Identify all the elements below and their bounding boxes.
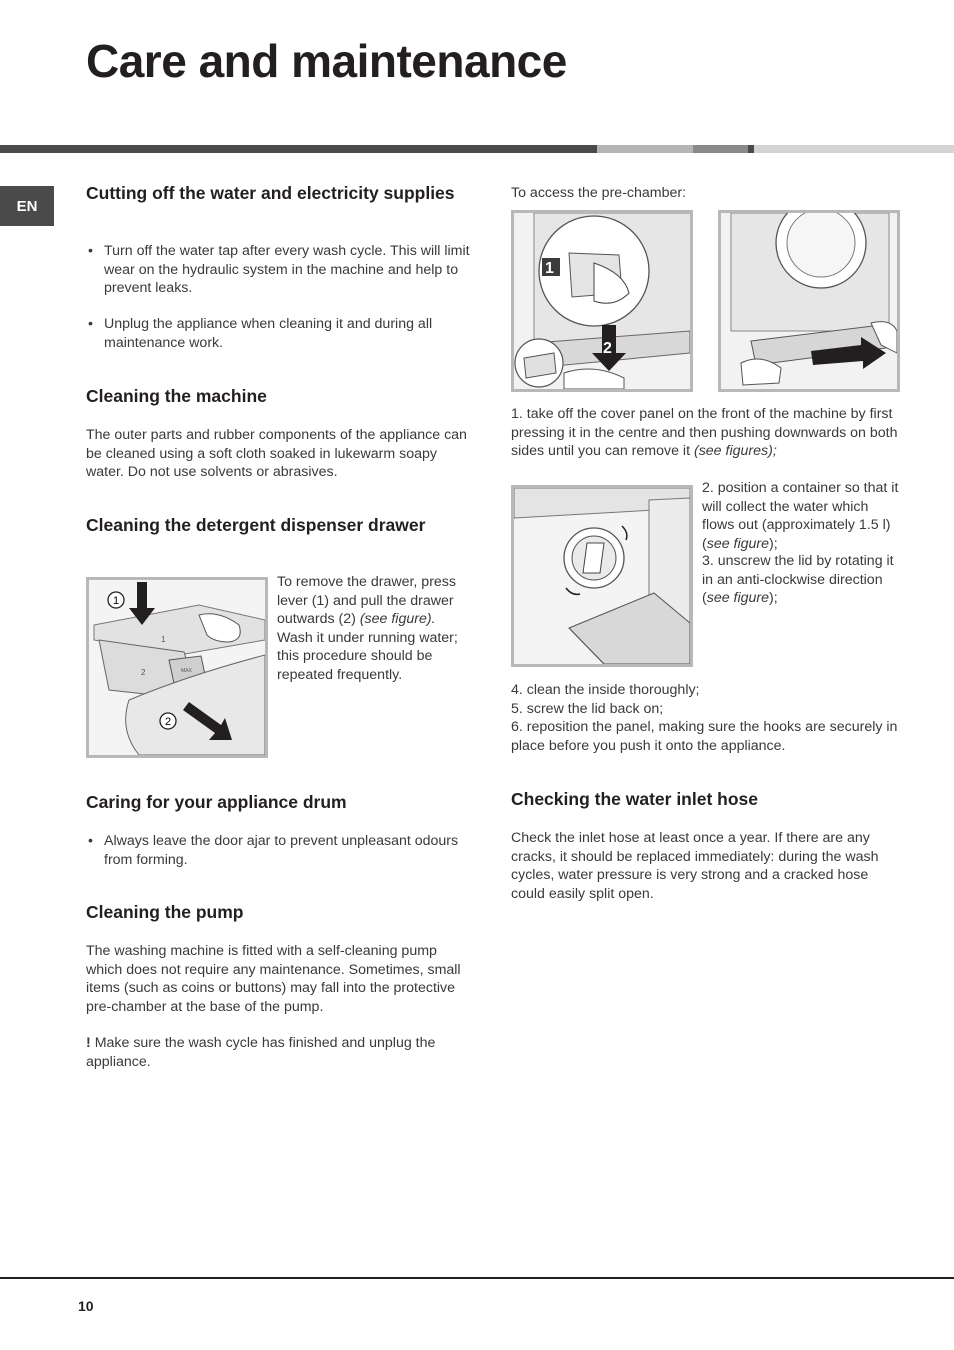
step-4: 4. clean the inside thoroughly; [511, 682, 700, 698]
cover-figure-step-1: 1 [545, 260, 554, 277]
bullet-door-ajar: • Always leave the door ajar to prevent unpleasant odours from forming. [86, 832, 476, 869]
cleaning-machine-text: The outer parts and rubber components of the appliance can be cleaned using a soft cloth soaked in lukewarm soapy water. Do not use solvents or abrasives. [86, 427, 467, 480]
step-2 [702, 479, 900, 553]
step-2-see-figure: see figure [706, 535, 770, 552]
page-number: 10 [78, 1298, 94, 1314]
step-6: 6. reposition the panel, making sure the hooks are securely in place before you push it onto the appliance. [511, 719, 898, 754]
dispenser-text-wash: Wash it under running water; this procedure should be repeated frequently. [277, 629, 458, 683]
drawer-compartment-1: 1 [161, 635, 166, 644]
step-3 [702, 552, 900, 608]
header-bar-light [754, 145, 954, 153]
step-3-end: ); [769, 590, 778, 606]
dispenser-drawer-figure [86, 577, 268, 758]
header-bar-mid2 [693, 145, 748, 153]
bullet-water-tap: • Turn off the water tap after every wash cycle. This will limit wear on the hydraulic system in the machine and help to prevent leaks. [86, 242, 474, 298]
cover-figure-step-2: 2 [603, 340, 612, 357]
inlet-hose-text: Check the inlet hose at least once a year. If there are any cracks, it should be replaced immediately: during the wash cycles, water pressure is very strong and a cracked hose could easily split open. [511, 830, 879, 902]
pump-warning-text: Make sure the wash cycle has finished and unplug the appliance. [86, 1035, 436, 1070]
cover-panel-figure-1 [511, 210, 693, 392]
header-bar-mid [597, 145, 693, 153]
dispenser-text-main: To remove the drawer, press lever (1) and pull the drawer outwards (2) [277, 574, 456, 627]
drawer-figure-callout-1: 1 [112, 595, 120, 607]
step-1-text: 1. take off the cover panel on the front of the machine by first pressing it in the centre and then pushing downwards on both sides until you can remove it [511, 406, 898, 459]
warning-mark: ! [86, 1035, 91, 1051]
step-1 [511, 405, 901, 461]
header-bar-dark [0, 145, 597, 153]
step-2-end: ); [769, 535, 778, 552]
section-heading-pump: Cleaning the pump [86, 902, 244, 922]
footer-rule [0, 1277, 954, 1279]
pump-warning [86, 1034, 461, 1071]
page-title: Care and maintenance [86, 35, 567, 87]
dispenser-text [277, 573, 469, 684]
drawer-compartment-2: 2 [141, 668, 146, 677]
section-heading-cleaning-machine: Cleaning the machine [86, 386, 267, 406]
cover-panel-figure-2 [718, 210, 900, 392]
step-1-see-figures: (see figures); [693, 443, 777, 459]
step-3-see-figure: see figure [706, 590, 770, 606]
section-heading-dispenser: Cleaning the detergent dispenser drawer [86, 515, 426, 535]
prechamber-intro: To access the pre-chamber: [511, 185, 687, 201]
drawer-max-mark: MAX [181, 668, 192, 674]
step-5: 5. screw the lid back on; [511, 701, 664, 717]
section-heading-cutoff: Cutting off the water and electricity supplies [86, 183, 455, 203]
drawer-figure-callout-2: 2 [164, 716, 172, 728]
pump-text: The washing machine is fitted with a self-cleaning pump which does not require any maintenance. Sometimes, small items (such as coins or buttons) may fall into the protective pre-chamber at the base of the pump. [86, 943, 461, 1015]
language-tab: EN [0, 186, 54, 226]
dispenser-text-see-figure: (see figure). [359, 611, 436, 627]
section-heading-inlet-hose: Checking the water inlet hose [511, 789, 758, 809]
section-heading-drum: Caring for your appliance drum [86, 792, 347, 812]
bullet-unplug: • Unplug the appliance when cleaning it and during all maintenance work. [86, 315, 474, 352]
step-2-text: 2. position a container so that it will collect the water which flows out (approximately 1.5 l) ( [702, 480, 899, 552]
pump-lid-figure [511, 485, 693, 667]
step-3-text: 3. unscrew the lid by rotating it in an anti-clockwise direction ( [702, 553, 894, 606]
